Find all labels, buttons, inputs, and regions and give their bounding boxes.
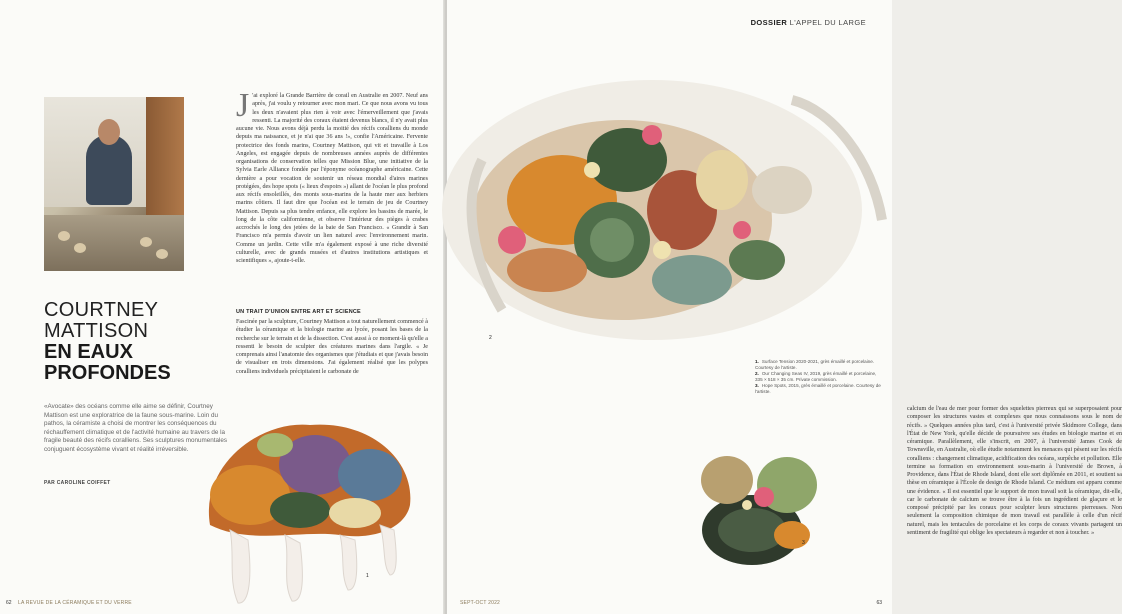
body-column-1-text: 'ai exploré la Grande Barrière de corail en Australie en 2007. Neuf ans après, j'ai voulu y retourner avec mon mari. Ce que nous avons vu tous les deux n'avaient plus rien à voir avec l'émerveillement que j'avais ressenti. La majorité des coraux étaient devenus blancs, il n'y avait plus aucune vie. Nous avons déjà perdu la moitié des récifs coralliens du monde depuis ma naissance, et je n'ai que 36 ans !», confie l'Américaine. Fervente protectrice des fonds marins, Courtney Mattison, qui vit et travaille à Los Angeles, est engagée depuis de nombreuses années auprès de différentes organisations de conservation telles que Mission Blue, une initiative de la Sylvia Earle Alliance fondée par l'éponyme océanographe américaine. Cette dernière a pour vocation de soutenir un réseau mondial d'aires marines protégées, des hope spots (« lieux d'espoirs ») allant de l'océan le plus profond aux récifs ensoleillés, des monts sous-marins de la haute mer aux herbiers marins côtiers. Il faut dire que l'océan est le terrain de jeu de Courtney Mattison. Depuis sa plus tendre enfance, elle explore les bassins de marée, le long de la côte californienne, et observe l'intérieur des pièges à crabes accrochés le long des jetées de la baie de San Francisco. « Grandir à San Francisco m'a permis d'avoir un lien naturel avec l'environnement marin. Comme un jardin. Cette ville m'a également exposé à une riche diversité culturelle, avec de grands musées et d'autres institutions artistiques et scientifiques », ajoute-t-elle.: [236, 93, 428, 264]
caption-2-number: 2.: [755, 371, 759, 376]
coral-sculpture-image-2: [452, 40, 892, 360]
caption-3: [755, 383, 885, 395]
coral-sculpture-image-3: [692, 445, 827, 575]
captions: [755, 359, 885, 395]
name-line-1: COURTNEY: [44, 299, 159, 321]
figure-number-3: 3: [802, 540, 805, 546]
title-line-1: EN EAUX: [44, 341, 133, 363]
artist-photo: [44, 97, 184, 271]
caption-1-text: Surface Tension 2020-2021, grès émaillé et porcelaine. Courtesy de l'artiste.: [755, 359, 875, 370]
body-column-2: Fascinée par la sculpture, Courtney Mattison a tout naturellement commencé à étudier la céramique et la biologie marine au lycée, posant les bases de la recherche sur le terrain et de la dissection. C'est aussi à ce moment-là qu'elle a ressenti le besoin de sculpter des créatures marines dans l'argile. « Je comprenais ainsi l'anatomie des organismes que j'étudiais et que j'avais besoin de visualiser en trois dimensions. J'ai également réalisé que les polypes coralliens individuels précipitaient le carbonate de: [236, 319, 428, 375]
article-title: [44, 342, 244, 384]
left-page: [0, 0, 445, 614]
figure-number-1: 1: [366, 573, 369, 579]
section-title: L'APPEL DU LARGE: [789, 18, 866, 27]
body-column-3: calcium de l'eau de mer pour former des squelettes pierreux qui se superposaient pour composer les structures vastes et complexes que nous connaissons sous le nom de récifs. » Quelques années plus tard, c'est à l'université privée Skidmore College, dans l'État de New York, qu'elle décide de poursuivre ses études en biologie marine et en céramique. Parallèlement, elle s'inscrit, en 2007, à l'université James Cook de Townsville, en Australie, où elle étudie notamment les menaces qui pèsent sur les récifs coralliens : changement climatique, acidification des océans, surpêche et pollution. Elle termine sa formation en environnement sous-marin à l'université de Brown, à Providence, dans l'État de Rhode Island, dont elle sort diplômée en 2011, et soutient sa thèse en céramique à l'École de design de Rhode Island. Ce médium est apparu comme une évidence. « Il est essentiel que le support de mon travail soit la céramique, dit-elle, car le carbonate de calcium se trouve être à la fois un ingrédient de glaçure et le composé précipité par les coraux pour sculpter leurs structures pierreuses. Non seulement la composition chimique de mon travail est parallèle à celle d'un récif naturel, mais les tentacules de porcelaine et les corps de coraux vivants partagent un sentiment de fragilité qui oblige les spectateurs à regarder et non à toucher. »: [907, 406, 1122, 536]
section-subhead: UN TRAIT D'UNION ENTRE ART ET SCIENCE: [236, 309, 361, 315]
caption-2-text: Our Changing Seas IV, 2019, grès émaillé et porcelaine, 335 × 518 × 35 cm. Private commission.: [755, 371, 877, 382]
caption-3-text: Hope Spots, 2015, grès émaillé et porcelaine. Courtesy de l'artiste.: [755, 383, 881, 394]
caption-1: [755, 359, 885, 371]
left-folio: 62: [6, 600, 12, 606]
right-folio: 63: [876, 600, 882, 606]
name-line-2: MATTISON: [44, 320, 149, 342]
left-magazine-title: LA REVUE DE LA CÉRAMIQUE ET DU VERRE: [18, 600, 132, 606]
section-header: [751, 18, 866, 27]
drop-cap: J: [236, 87, 250, 124]
right-issue-date: SEPT-OCT 2022: [460, 600, 501, 606]
lead-paragraph: «Avocate» des océans comme elle aime se définir, Courtney Mattison est une exploratrice de la faune sous-marine. Loin du pathos, la céramiste a choisi de montrer les conséquences du réchauffement climatique et de l'activité humaine au travers de la fragile beauté des récifs coralliens. Ses sculptures monumentales conjuguent écosystème vivant et réalité irréversible.: [44, 403, 228, 453]
artist-name-heading: [44, 300, 244, 342]
coral-sculpture-image-1: [190, 405, 425, 605]
caption-2: [755, 371, 885, 383]
body-column-1: [236, 87, 428, 265]
byline: PAR CAROLINE COIFFET: [44, 480, 111, 486]
section-label: DOSSIER: [750, 18, 788, 27]
caption-1-number: 1.: [755, 359, 759, 364]
title-line-2: PROFONDES: [44, 362, 171, 384]
right-page: [447, 0, 1122, 614]
figure-number-2: 2: [489, 335, 492, 341]
caption-3-number: 3.: [755, 383, 759, 388]
